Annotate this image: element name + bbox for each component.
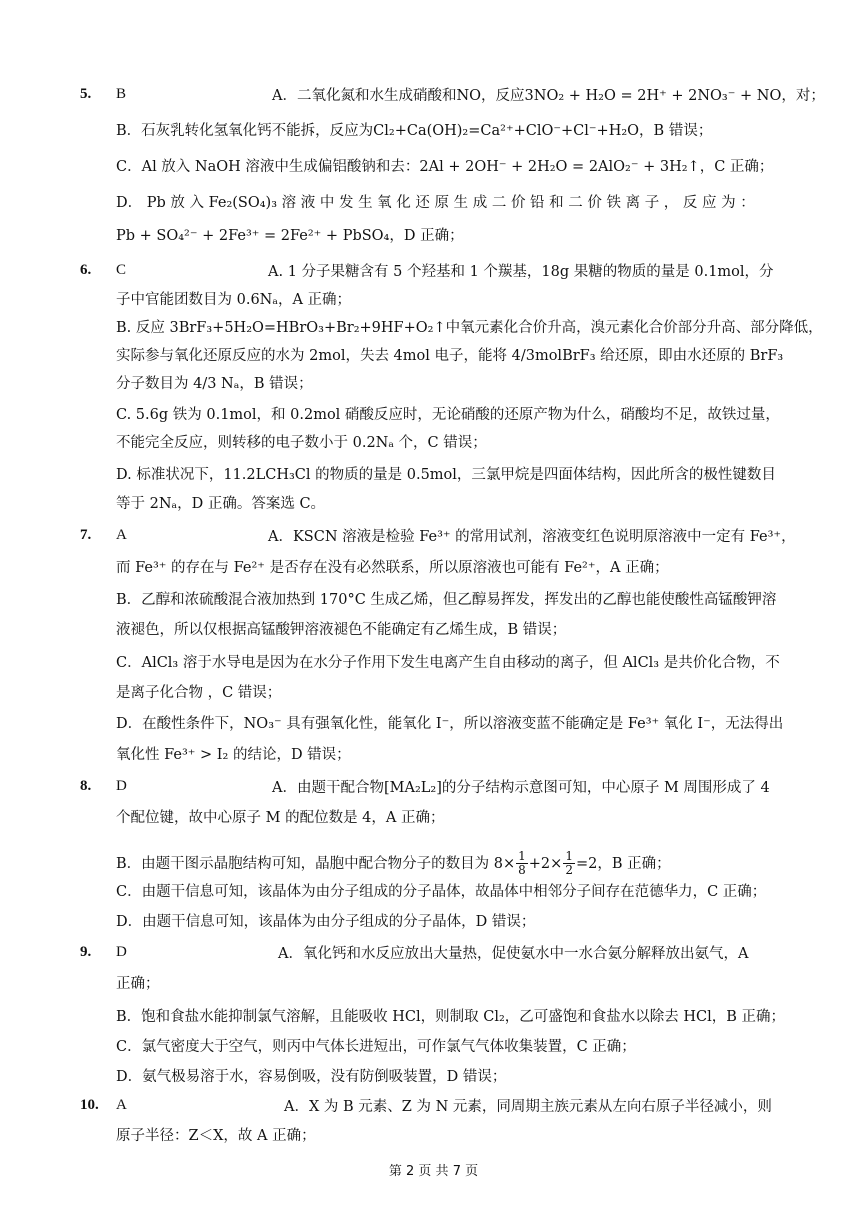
explanation-line: C．Al 放入 NaOH 溶液中生成偏铝酸钠和去：2Al + 2OH⁻ + 2H₂O = 2AlO₂⁻ + 3H₂↑，C 正确； bbox=[116, 159, 774, 175]
answer-letter: B bbox=[116, 86, 127, 102]
explanation-line: 子中官能团数目为 0.6Nₐ，A 正确； bbox=[116, 292, 352, 308]
answer-letter: C bbox=[116, 262, 127, 278]
explanation-line: B．石灰乳转化氢氧化钙不能拆，反应为Cl₂+Ca(OH)₂=Ca²⁺+ClO⁻+Cl⁻+H₂O，B 错误； bbox=[116, 123, 713, 139]
explanation-line: C．AlCl₃ 溶于水导电是因为在水分子作用下发生电离产生自由移动的离子，但 AlCl₃ 是共价化合物，不 bbox=[116, 655, 780, 671]
explanation-line: 液褪色，所以仅根据高锰酸钾溶液褪色不能确定有乙烯生成，B 错误； bbox=[116, 622, 567, 638]
fraction bbox=[516, 850, 528, 877]
question-number: 5. bbox=[80, 86, 92, 102]
explanation-line: B．乙醇和浓硫酸混合液加热到 170°C 生成乙烯，但乙醇易挥发，挥发出的乙醇也能使酸性高锰酸钾溶 bbox=[116, 592, 777, 608]
fraction-numerator: 1 bbox=[565, 849, 573, 863]
fraction-numerator: 1 bbox=[518, 849, 526, 863]
explanation-line: A．由题干配合物[MA₂L₂]的分子结构示意图可知，中心原子 M 周围形成了 4 bbox=[272, 780, 770, 796]
explanation-line: D．氨气极易溶于水，容易倒吸，没有防倒吸装置，D 错误； bbox=[116, 1069, 507, 1085]
fraction-text-middle: +2× bbox=[528, 855, 563, 872]
explanation-line: 正确； bbox=[116, 976, 160, 992]
explanation-line: A．二氧化氮和水生成硝酸和NO，反应3NO₂ + H₂O = 2H⁺ + 2NO₃⁻ + NO，对； bbox=[272, 88, 825, 104]
explanation-line: A．KSCN 溶液是检验 Fe³⁺ 的常用试剂，溶液变红色说明原溶液中一定有 Fe³⁺， bbox=[268, 529, 796, 545]
explanation-line: D. 标准状况下，11.2LCH₃Cl 的物质的量是 0.5mol，三氯甲烷是四面体结构，因此所含的极性键数目 bbox=[116, 467, 776, 483]
explanation-line-fraction bbox=[116, 850, 671, 877]
answer-letter: D bbox=[116, 778, 127, 794]
answer-letter: D bbox=[116, 944, 127, 960]
explanation-line: C．氯气密度大于空气，则丙中气体长进短出，可作氯气气体收集装置，C 正确； bbox=[116, 1039, 636, 1055]
explanation-line: A. 1 分子果糖含有 5 个羟基和 1 个羰基，18g 果糖的物质的量是 0.1mol，分 bbox=[268, 264, 774, 280]
explanation-line: D． Pb 放 入 Fe₂(SO₄)₃ 溶 液 中 发 生 氧 化 还 原 生 成 二 价 铅 和 二 价 铁 离 子 ， 反 应 为 ： bbox=[116, 195, 755, 211]
fraction-text-suffix: =2，B 正确； bbox=[575, 855, 671, 872]
question-number: 6. bbox=[80, 262, 92, 278]
explanation-line: B. 反应 3BrF₃+5H₂O=HBrO₃+Br₂+9HF+O₂↑中氧元素化合价升高，溴元素化合价部分升高、部分降低， bbox=[116, 320, 823, 336]
explanation-line: C. 5.6g 铁为 0.1mol，和 0.2mol 硝酸反应时，无论硝酸的还原产物为什么，硝酸均不足，故铁过量， bbox=[116, 407, 780, 423]
explanation-line: 是离子化合物 ，C 错误； bbox=[116, 685, 282, 701]
explanation-line: 原子半径：Z＜X，故 A 正确； bbox=[116, 1128, 316, 1144]
explanation-line: D．由题干信息可知，该晶体为由分子组成的分子晶体，D 错误； bbox=[116, 914, 536, 930]
explanation-line: 等于 2Nₐ，D 正确。答案选 C。 bbox=[116, 496, 326, 512]
explanation-line: B．饱和食盐水能抑制氯气溶解，且能吸收 HCl，则制取 Cl₂，乙可盛饱和食盐水以除去 HCl，B 正确； bbox=[116, 1009, 786, 1025]
answer-letter: A bbox=[116, 527, 127, 543]
fraction-text-prefix: B．由题干图示晶胞结构可知，晶胞中配合物分子的数目为 8× bbox=[116, 855, 516, 872]
explanation-line: A．X 为 B 元素、Z 为 N 元素，同周期主族元素从左向右原子半径减小，则 bbox=[284, 1099, 772, 1115]
question-number: 7. bbox=[80, 527, 92, 543]
explanation-line: 不能完全反应，则转移的电子数小于 0.2Nₐ 个，C 错误； bbox=[116, 435, 487, 451]
question-number: 10. bbox=[80, 1097, 99, 1113]
page-footer: 第 2 页 共 7 页 bbox=[388, 1164, 479, 1179]
answer-letter: A bbox=[116, 1097, 127, 1113]
explanation-line: A．氧化钙和水反应放出大量热，促使氨水中一水合氨分解释放出氨气，A bbox=[278, 946, 749, 962]
question-number: 9. bbox=[80, 944, 92, 960]
question-number: 8. bbox=[80, 778, 92, 794]
fraction-denominator: 8 bbox=[518, 863, 526, 877]
explanation-line: D．在酸性条件下，NO₃⁻ 具有强氧化性，能氧化 I⁻，所以溶液变蓝不能确定是 Fe³⁺ 氧化 I⁻，无法得出 bbox=[116, 716, 784, 732]
explanation-line: 实际参与氧化还原反应的水为 2mol，失去 4mol 电子，能将 4/3molBrF₃ 给还原，即由水还原的 BrF₃ bbox=[116, 348, 784, 364]
explanation-line: 分子数目为 4/3 Nₐ，B 错误； bbox=[116, 376, 313, 392]
explanation-line: 氧化性 Fe³⁺ > I₂ 的结论，D 错误； bbox=[116, 747, 351, 763]
fraction-denominator: 2 bbox=[565, 863, 573, 877]
fraction bbox=[563, 850, 575, 877]
explanation-line: 而 Fe³⁺ 的存在与 Fe²⁺ 是否存在没有必然联系，所以原溶液也可能有 Fe²⁺，A 正确； bbox=[116, 560, 669, 576]
explanation-line: Pb + SO₄²⁻ + 2Fe³⁺ = 2Fe²⁺ + PbSO₄，D 正确； bbox=[116, 228, 464, 244]
explanation-line: C．由题干信息可知，该晶体为由分子组成的分子晶体，故晶体中相邻分子间存在范德华力，C 正确； bbox=[116, 884, 767, 900]
explanation-line: 个配位键，故中心原子 M 的配位数是 4，A 正确； bbox=[116, 810, 445, 826]
